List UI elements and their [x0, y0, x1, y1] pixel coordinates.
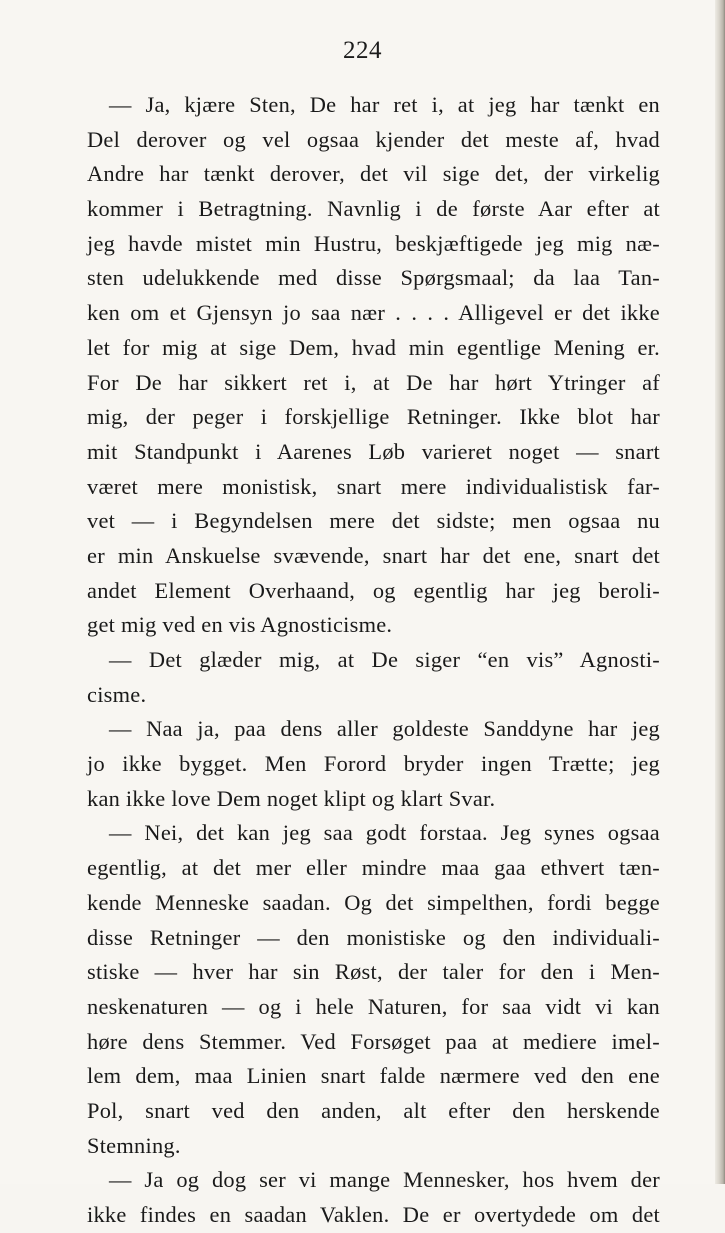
text-line: Pol, snart ved den anden, alt efter den herskende	[87, 1097, 660, 1123]
text-line: jeg havde mistet min Hustru, beskjæftigede jeg mig næ-	[87, 230, 660, 256]
text-line: kan ikke love Dem noget klipt og klart Svar.	[87, 785, 496, 811]
text-line: kommer i Betragtning. Navnlig i de første Aar efter at	[87, 196, 660, 222]
text-line: — Naa ja, paa dens aller goldeste Sanddyne har jeg	[109, 716, 660, 742]
text-line: stiske — hver har sin Røst, der taler for den i Men-	[87, 959, 660, 985]
text-line: disse Retninger — den monistiske og den individuali-	[87, 924, 660, 950]
text-line: ken om et Gjensyn jo saa nær . . . . Alligevel er det ikke	[87, 300, 660, 326]
text-line: høre dens Stemmer. Ved Forsøget paa at mediere imel-	[87, 1028, 660, 1054]
text-line: For De har sikkert ret i, at De har hørt Ytringer af	[87, 369, 660, 395]
text-line: ikke findes en saadan Vaklen. De er overtydede om det	[87, 1202, 660, 1227]
text-line: Stemning.	[87, 1132, 181, 1158]
text-line: — Nei, det kan jeg saa godt forstaa. Jeg synes ogsaa	[109, 820, 660, 846]
body-text	[87, 88, 660, 1233]
text-line: vet — i Begyndelsen mere det sidste; men ogsaa nu	[87, 508, 660, 534]
text-line: mig, der peger i forskjellige Retninger. Ikke blot har	[87, 404, 660, 430]
text-line: neskenaturen — og i hele Naturen, for saa vidt vi kan	[87, 993, 660, 1019]
text-line: kende Menneske saadan. Og det simpelthen, fordi begge	[87, 889, 660, 915]
text-line: andet Element Overhaand, og egentlig har jeg beroli-	[87, 577, 660, 603]
text-line: været mere monistisk, snart mere individualistisk far-	[87, 473, 660, 499]
page-edge	[715, 0, 725, 1184]
text-line: — Ja, kjære Sten, De har ret i, at jeg har tænkt en	[109, 92, 660, 117]
text-line: get mig ved en vis Agnosticisme.	[87, 612, 393, 638]
text-line: egentlig, at det mer eller mindre maa gaa ethvert tæn-	[87, 855, 660, 881]
text-line: cisme.	[87, 681, 147, 707]
page-number: 224	[343, 37, 382, 64]
text-line: lem dem, maa Linien snart falde nærmere ved den ene	[87, 1063, 660, 1089]
text-line: Del derover og vel ogsaa kjender det meste af, hvad	[87, 126, 660, 152]
text-line: mit Standpunkt i Aarenes Løb varieret noget — snart	[87, 438, 660, 464]
text-line: — Ja og dog ser vi mange Mennesker, hos hvem der	[109, 1167, 660, 1193]
text-line: — Det glæder mig, at De siger “en vis” Agnosti-	[109, 647, 660, 672]
text-line: Andre har tænkt derover, det vil sige det, der virkelig	[87, 161, 660, 187]
text-line: sten udelukkende med disse Spørgsmaal; da laa Tan-	[87, 265, 660, 291]
text-line: jo ikke bygget. Men Forord bryder ingen Trætte; jeg	[87, 751, 660, 777]
text-line: er min Anskuelse svævende, snart har det ene, snart det	[87, 542, 660, 568]
text-line: let for mig at sige Dem, hvad min egentlige Mening er.	[87, 334, 660, 360]
